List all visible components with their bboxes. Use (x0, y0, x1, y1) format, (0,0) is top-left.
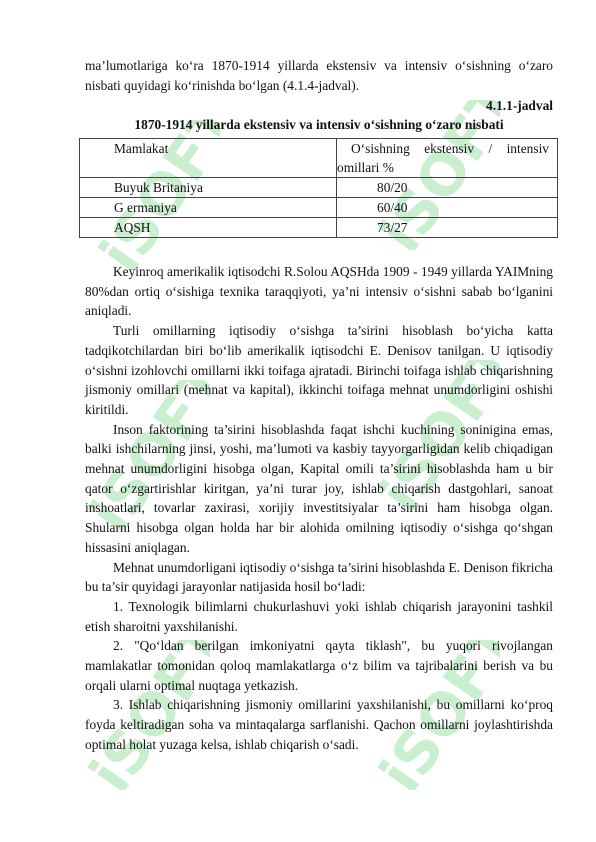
row-ratio: 60/40 (337, 198, 558, 218)
body-text (85, 262, 553, 755)
watermark-text: iSOFT (76, 380, 210, 530)
paragraph: Inson faktorining ta’sirini hisoblashda faqat ishchi kuchining soninigina emas, balki ishchilarning jinsi, yoshi, ma’lumoti va kasbiy tayyorgarligidan kelib chiqadigan mehnat unumdorligini hisobga olgan, Kapital omili ta’sirini hisoblashda ham u bir qator o‘zgartirishlar kiritgan, ya’ni turar joy, ishlab chiqarish dastgohlari, sanoat inshoatlari, tovarlar zaxirasi, xorijiy investitsiyalar ta’sirini ham hisobga olgan. Shularni hisobga olgan holda har bir alohida omilning iqtisodiy o‘sishga qo‘shgan hissasini aniqlagan. (85, 421, 553, 555)
list-item: 1. Texnologik bilimlarni chukurlashuvi yoki ishlab chiqarish jarayonini tashkil etish sharoitni yaxshilanishi. (85, 598, 553, 634)
table-row (80, 218, 558, 238)
intro-paragraph: ma’lumotlariga ko‘ra 1870-1914 yillarda ekstensiv va intensiv o‘sishning o‘zaro nisbati quyidagi ko‘rinishda bo‘lgan (4.1.4-jadval). (85, 58, 553, 93)
row-ratio: 73/27 (337, 218, 558, 238)
watermark-text: iSOFT (366, 100, 500, 250)
row-ratio: 80/20 (337, 178, 558, 198)
paragraph: Turli omillarning iqtisodiy o‘sishga ta’sirini hisoblash bo‘yicha katta tadqikotchilardan biri bo‘lib amerikalik iqtisodchi E. Denisov tanilgan. U iqtisodiy o‘sishni izohlovchi omillarni ikki toifaga ajratadi. Birinchi toifaga ishlab chiqarishning jismoniy omillari (mehnat va kapital), ikkinchi toifaga mehnat unumdorligini oshishi kiritildi. (85, 323, 553, 417)
row-country: Buyuk Britaniya (80, 178, 337, 198)
row-country: AQSH (80, 218, 337, 238)
table-header-row (80, 139, 558, 178)
header-ratio (337, 139, 558, 178)
paragraph: Mehnat unumdorligani iqtisodiy o‘sishga ta’sirini hisoblashda E. Denison fikricha bu ta’sir quyidagi jarayonlar natijasida hosil bo‘ladi: (85, 559, 553, 595)
table-row (80, 198, 558, 218)
watermark-text: iSOFT (76, 640, 210, 790)
header-ratio-line2: omillari % (337, 160, 394, 175)
data-table (79, 138, 558, 238)
list-item: 2. "Qo‘ldan berilgan imkoniyatni qayta tiklash", bu yuqori rivojlangan mamlakatlar tomonidan qoloq mamlakatlarga o‘z bilim va tajribalarini berish va bu orqali ularni optimal nuqtaga yetkazish. (85, 638, 553, 693)
watermark-text: iSOFT (366, 640, 500, 790)
paragraph: Keyinroq amerikalik iqtisodchi R.Solou AQSHda 1909 - 1949 yillarda YAIMning 80%dan ortiq o‘sishiga texnika taraqqiyoti, ya’ni intensiv o‘sishni sabab bo‘lganini aniqladi. (85, 264, 553, 319)
watermark-text: iSOFT (366, 360, 500, 510)
table-row (80, 178, 558, 198)
page-content (85, 56, 553, 134)
watermark-text: iSOFT (86, 120, 220, 270)
header-ratio-line1: O‘sishning ekstensiv / intensiv (351, 141, 549, 156)
table-label: 4.1.1-jadval (486, 98, 553, 114)
row-country: G ermaniya (80, 198, 337, 218)
list-item: 3. Ishlab chiqarishning jismoniy omillarini yaxshilanishi, bu omillarni ko‘proq foyda keltiradigan soha va mintaqalarga sarflanishi. Qachon omillarni joylashtirishda optimal holat yuzaga kelsa, ishlab chiqarish o‘sadi. (85, 697, 553, 752)
table-title: 1870-1914 yillarda ekstensiv va intensiv o‘sishning o‘zaro nisbati (134, 117, 504, 133)
header-country: Mamlakat (80, 139, 337, 178)
